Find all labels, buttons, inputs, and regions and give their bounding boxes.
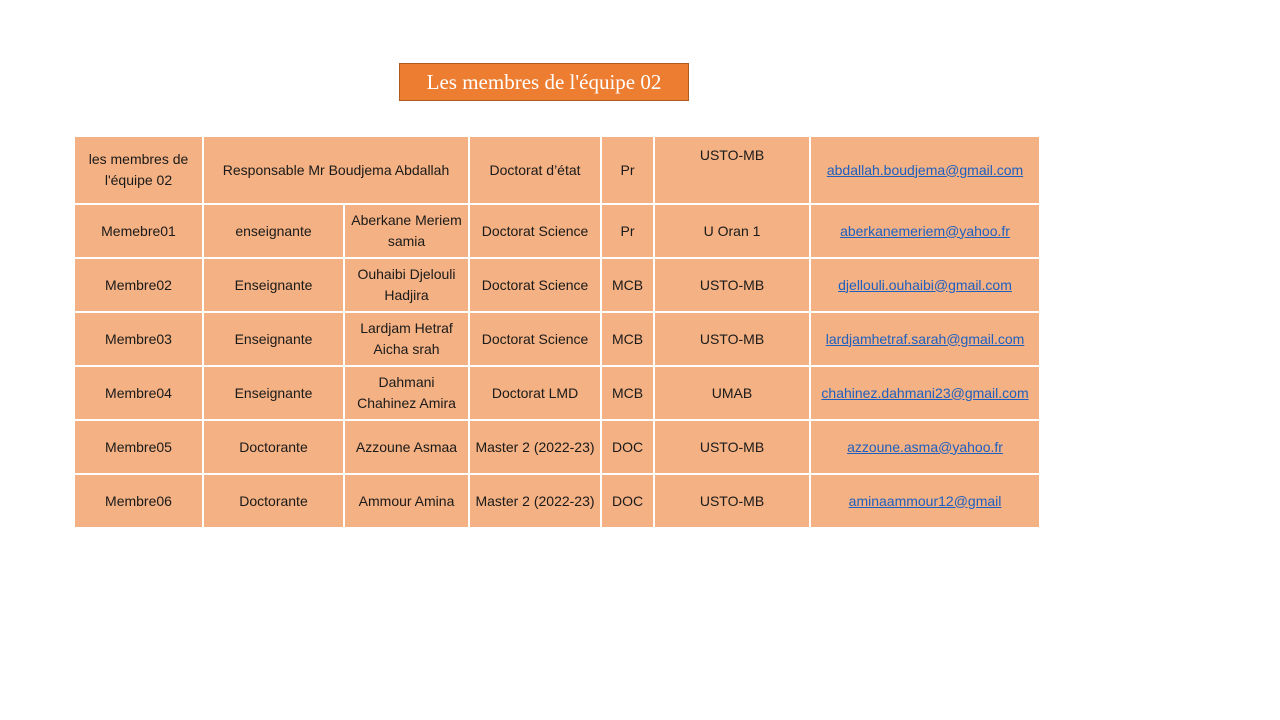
grade-cell: DOC xyxy=(601,420,654,474)
role-cell: Doctorante xyxy=(203,474,344,528)
name-cell: Ouhaibi Djelouli Hadjira xyxy=(344,258,469,312)
institution-cell: USTO-MB xyxy=(654,258,810,312)
degree-cell: Doctorat d’état xyxy=(469,136,601,204)
email-cell xyxy=(810,474,1040,528)
role-cell: Enseignante xyxy=(203,366,344,420)
responsible-cell: Responsable Mr Boudjema Abdallah xyxy=(203,136,469,204)
grade-cell: MCB xyxy=(601,258,654,312)
email-cell xyxy=(810,204,1040,258)
grade-cell: Pr xyxy=(601,204,654,258)
degree-cell: Doctorat Science xyxy=(469,312,601,366)
grade-cell: MCB xyxy=(601,312,654,366)
email-cell xyxy=(810,366,1040,420)
team-label-cell: les membres de l'équipe 02 xyxy=(74,136,203,204)
name-cell: Aberkane Meriem samia xyxy=(344,204,469,258)
email-cell xyxy=(810,312,1040,366)
members-table xyxy=(73,135,1041,529)
table-row xyxy=(74,366,1040,420)
email-link[interactable]: azzoune.asma@yahoo.fr xyxy=(847,438,1003,455)
member-id-cell: Membre05 xyxy=(74,420,203,474)
degree-cell: Doctorat Science xyxy=(469,204,601,258)
email-cell xyxy=(810,420,1040,474)
institution-cell: UMAB xyxy=(654,366,810,420)
member-id-cell: Membre04 xyxy=(74,366,203,420)
table-row xyxy=(74,474,1040,528)
table-row xyxy=(74,204,1040,258)
table-row xyxy=(74,420,1040,474)
email-link[interactable]: aberkanemeriem@yahoo.fr xyxy=(840,222,1010,239)
page-title: Les membres de l'équipe 02 xyxy=(399,63,689,101)
email-cell xyxy=(810,258,1040,312)
institution-cell: USTO-MB xyxy=(654,136,810,204)
institution-cell: USTO-MB xyxy=(654,312,810,366)
degree-cell: Doctorat LMD xyxy=(469,366,601,420)
degree-cell: Master 2 (2022-23) xyxy=(469,420,601,474)
role-cell: Enseignante xyxy=(203,312,344,366)
table-header-row xyxy=(74,136,1040,204)
name-cell: Lardjam Hetraf Aicha srah xyxy=(344,312,469,366)
degree-cell: Doctorat Science xyxy=(469,258,601,312)
institution-cell: USTO-MB xyxy=(654,420,810,474)
email-link[interactable]: abdallah.boudjema@gmail.com xyxy=(826,161,1024,178)
institution-cell: USTO-MB xyxy=(654,474,810,528)
member-id-cell: Membre03 xyxy=(74,312,203,366)
email-link[interactable]: djellouli.ouhaibi@gmail.com xyxy=(838,276,1012,293)
name-cell: Ammour Amina xyxy=(344,474,469,528)
role-cell: Doctorante xyxy=(203,420,344,474)
grade-cell: Pr xyxy=(601,136,654,204)
email-link[interactable]: lardjamhetraf.sarah@gmail.com xyxy=(825,330,1025,347)
institution-cell: U Oran 1 xyxy=(654,204,810,258)
grade-cell: MCB xyxy=(601,366,654,420)
grade-cell: DOC xyxy=(601,474,654,528)
member-id-cell: Memebre01 xyxy=(74,204,203,258)
table-row xyxy=(74,312,1040,366)
member-id-cell: Membre02 xyxy=(74,258,203,312)
member-id-cell: Membre06 xyxy=(74,474,203,528)
role-cell: enseignante xyxy=(203,204,344,258)
email-link[interactable]: chahinez.dahmani23@gmail.com xyxy=(821,384,1029,401)
email-link[interactable]: aminaammour12@gmail xyxy=(848,492,1002,509)
degree-cell: Master 2 (2022-23) xyxy=(469,474,601,528)
name-cell: Dahmani Chahinez Amira xyxy=(344,366,469,420)
role-cell: Enseignante xyxy=(203,258,344,312)
email-cell xyxy=(810,136,1040,204)
table-row xyxy=(74,258,1040,312)
name-cell: Azzoune Asmaa xyxy=(344,420,469,474)
